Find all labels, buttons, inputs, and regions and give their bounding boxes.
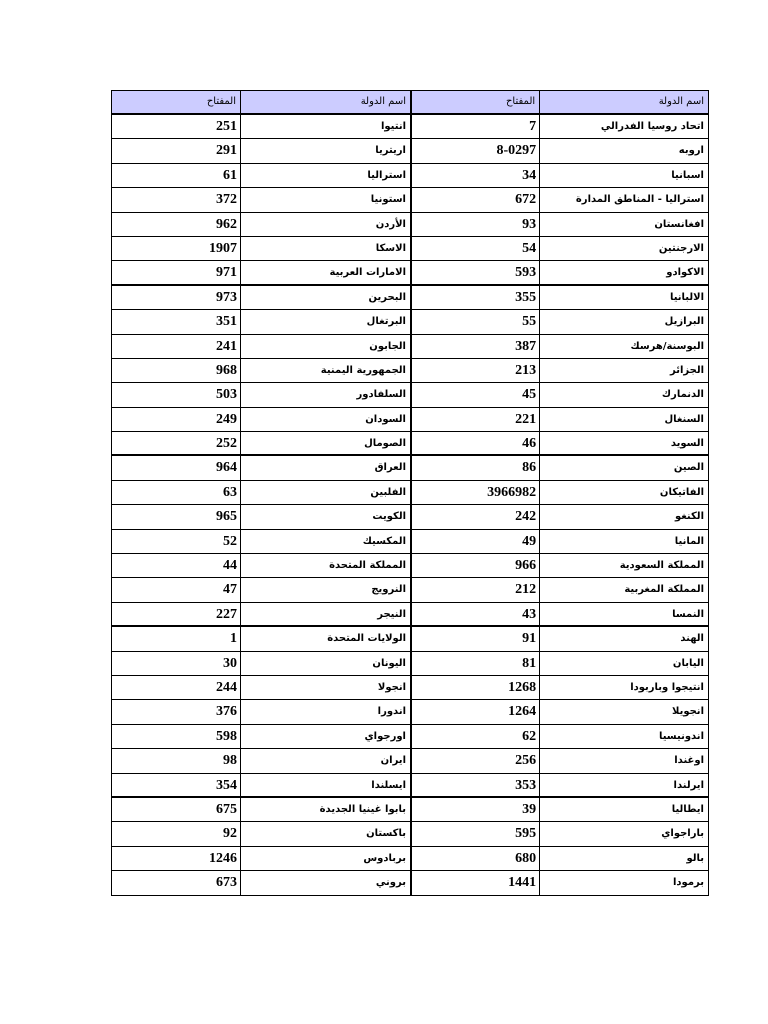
dialing-key-cell: 966 bbox=[515, 558, 537, 574]
dialing-key-cell: 63 bbox=[223, 484, 237, 500]
table-row bbox=[112, 749, 410, 773]
table-row bbox=[112, 847, 410, 871]
dialing-key-cell: 1907 bbox=[209, 240, 237, 256]
country-name-cell: الولايات المتحدة bbox=[240, 627, 410, 650]
country-name-cell: الامارات العربية bbox=[240, 261, 410, 283]
table-row bbox=[412, 798, 708, 822]
country-name-cell: السودان bbox=[240, 408, 410, 431]
table-row bbox=[412, 578, 708, 602]
country-name-cell: النيجر bbox=[240, 603, 410, 625]
dialing-key-cell: 376 bbox=[216, 704, 237, 720]
dialing-key-cell: 387 bbox=[515, 338, 537, 354]
dialing-key-cell: 595 bbox=[515, 826, 537, 842]
dialing-key-cell: 971 bbox=[216, 265, 237, 281]
table-row bbox=[412, 432, 708, 456]
country-name-cell: استراليا - المناطق المدارة bbox=[539, 188, 708, 211]
table-row bbox=[412, 700, 708, 724]
table-row bbox=[112, 335, 410, 359]
table-row bbox=[412, 237, 708, 261]
dialing-key-cell: 256 bbox=[515, 753, 537, 769]
table-row bbox=[112, 261, 410, 285]
dialing-key-cell: 354 bbox=[216, 777, 237, 793]
dialing-key-cell: 47 bbox=[223, 582, 237, 598]
table-header-left bbox=[112, 91, 410, 115]
country-name-cell: اسبانيا bbox=[539, 164, 708, 187]
dialing-key-cell: 593 bbox=[515, 265, 537, 281]
country-name-cell: الدنمارك bbox=[539, 383, 708, 406]
country-name-cell: باكستان bbox=[240, 822, 410, 845]
country-name-cell: بابوا غينيا الجديدة bbox=[240, 798, 410, 821]
dialing-key-cell: 49 bbox=[522, 533, 537, 549]
table-row bbox=[112, 237, 410, 261]
dialing-key-cell: 54 bbox=[522, 240, 537, 256]
country-name-cell: الأردن bbox=[240, 213, 410, 236]
table-row bbox=[112, 700, 410, 724]
dialing-key-cell: 973 bbox=[216, 289, 237, 305]
dialing-key-cell: 372 bbox=[216, 192, 237, 208]
table-row bbox=[412, 481, 708, 505]
dialing-key-cell: 1441 bbox=[508, 875, 537, 891]
country-name-cell: النمسا bbox=[539, 603, 708, 625]
table-row bbox=[112, 798, 410, 822]
table-row bbox=[412, 139, 708, 163]
country-name-cell: الفلبين bbox=[240, 481, 410, 504]
dialing-key-cell: 62 bbox=[522, 728, 537, 744]
table-row bbox=[112, 432, 410, 456]
country-name-cell: البرازيل bbox=[539, 310, 708, 333]
table-row bbox=[112, 652, 410, 676]
table-row bbox=[112, 115, 410, 139]
country-name-cell: اوغندا bbox=[539, 749, 708, 772]
country-name-cell: اورجواي bbox=[240, 725, 410, 748]
table-row bbox=[412, 213, 708, 237]
dialing-key-cell: 673 bbox=[216, 875, 237, 891]
table-row bbox=[412, 359, 708, 383]
dialing-key-cell: 1268 bbox=[508, 679, 537, 695]
table-row bbox=[112, 456, 410, 480]
dialing-key-cell: 212 bbox=[515, 582, 537, 598]
country-name-cell: البرتغال bbox=[240, 310, 410, 333]
table-row bbox=[112, 359, 410, 383]
dialing-key-cell: 55 bbox=[522, 314, 537, 330]
dialing-key-cell: 249 bbox=[216, 411, 237, 427]
dialing-key-cell: 351 bbox=[216, 314, 237, 330]
table-row bbox=[412, 115, 708, 139]
country-name-cell: استونيا bbox=[240, 188, 410, 211]
country-name-cell: ايسلندا bbox=[240, 774, 410, 796]
dialing-key-cell: 91 bbox=[522, 631, 537, 647]
dialing-key-cell: 241 bbox=[216, 338, 237, 354]
table-row bbox=[412, 383, 708, 407]
country-name-cell: السلفادور bbox=[240, 383, 410, 406]
dialing-key-cell: 598 bbox=[216, 728, 237, 744]
table-row bbox=[412, 847, 708, 871]
table-row bbox=[412, 822, 708, 846]
dialing-key-cell: 964 bbox=[216, 460, 237, 476]
dialing-key-cell: 353 bbox=[515, 777, 537, 793]
country-name-cell: السنغال bbox=[539, 408, 708, 431]
table-row bbox=[112, 725, 410, 749]
country-name-cell: الاكوادو bbox=[539, 261, 708, 283]
country-name-cell: انتيجوا وباربودا bbox=[539, 676, 708, 699]
table-row bbox=[112, 286, 410, 310]
dialing-key-cell: 242 bbox=[515, 509, 537, 525]
dialing-key-cell: 221 bbox=[515, 411, 537, 427]
header-key: المفتاح bbox=[505, 96, 536, 107]
dialing-key-cell: 92 bbox=[223, 826, 237, 842]
country-name-cell: البوسنة/هرسك bbox=[539, 335, 708, 358]
table-row bbox=[412, 627, 708, 651]
table-row bbox=[112, 310, 410, 334]
dialing-key-cell: 93 bbox=[522, 216, 537, 232]
dialing-key-cell: 98 bbox=[223, 753, 237, 769]
country-name-cell: اليونان bbox=[240, 652, 410, 675]
header-country-name: اسم الدولة bbox=[539, 91, 708, 113]
country-name-cell: السويد bbox=[539, 432, 708, 454]
table-row bbox=[412, 335, 708, 359]
country-name-cell: بربادوس bbox=[240, 847, 410, 870]
country-name-cell: ايرلندا bbox=[539, 774, 708, 796]
country-name-cell: المملكة السعودية bbox=[539, 554, 708, 577]
country-name-cell: المانيا bbox=[539, 530, 708, 553]
dialing-key-cell: 968 bbox=[216, 362, 237, 378]
table-row bbox=[112, 554, 410, 578]
country-code-table bbox=[111, 90, 709, 896]
dialing-key-cell: 962 bbox=[216, 216, 237, 232]
dialing-key-cell: 965 bbox=[216, 509, 237, 525]
table-row bbox=[412, 310, 708, 334]
country-name-cell: انجولا bbox=[240, 676, 410, 699]
dialing-key-cell: 1264 bbox=[508, 704, 537, 720]
table-block-right bbox=[410, 91, 708, 895]
dialing-key-cell: 43 bbox=[522, 606, 537, 622]
country-name-cell: الجمهورية اليمنية bbox=[240, 359, 410, 382]
dialing-key-cell: 86 bbox=[522, 460, 537, 476]
country-name-cell: افغانستان bbox=[539, 213, 708, 236]
country-name-cell: بروني bbox=[240, 871, 410, 895]
table-row bbox=[412, 261, 708, 285]
dialing-key-cell: 81 bbox=[522, 655, 537, 671]
country-name-cell: الفاتيكان bbox=[539, 481, 708, 504]
country-name-cell: اروبه bbox=[539, 139, 708, 162]
dialing-key-cell: 30 bbox=[223, 655, 237, 671]
country-name-cell: المملكة المتحدة bbox=[240, 554, 410, 577]
table-row bbox=[412, 871, 708, 895]
dialing-key-cell: 46 bbox=[522, 436, 537, 452]
dialing-key-cell: 34 bbox=[522, 167, 537, 183]
table-row bbox=[412, 456, 708, 480]
country-name-cell: انجويلا bbox=[539, 700, 708, 723]
country-name-cell: اندورا bbox=[240, 700, 410, 723]
table-row bbox=[112, 530, 410, 554]
dialing-key-cell: 244 bbox=[216, 679, 237, 695]
dialing-key-cell: 61 bbox=[223, 167, 237, 183]
table-row bbox=[412, 408, 708, 432]
country-name-cell: بالو bbox=[539, 847, 708, 870]
country-name-cell: الارجنتين bbox=[539, 237, 708, 260]
dialing-key-cell: 672 bbox=[515, 192, 537, 208]
dialing-key-cell: 291 bbox=[216, 143, 237, 159]
country-name-cell: المكسيك bbox=[240, 530, 410, 553]
dialing-key-cell: 252 bbox=[216, 436, 237, 452]
table-row bbox=[112, 627, 410, 651]
dialing-key-cell: 355 bbox=[515, 289, 537, 305]
table-row bbox=[412, 749, 708, 773]
table-row bbox=[112, 164, 410, 188]
table-row bbox=[412, 554, 708, 578]
country-name-cell: الهند bbox=[539, 627, 708, 650]
country-name-cell: اريتريا bbox=[240, 139, 410, 162]
country-name-cell: الصين bbox=[539, 456, 708, 479]
country-name-cell: الالبانيا bbox=[539, 286, 708, 309]
country-name-cell: النرويج bbox=[240, 578, 410, 601]
table-header-right bbox=[412, 91, 708, 115]
table-row bbox=[112, 822, 410, 846]
header-country-name: اسم الدولة bbox=[240, 91, 410, 113]
country-name-cell: العراق bbox=[240, 456, 410, 479]
table-row bbox=[412, 286, 708, 310]
table-row bbox=[112, 408, 410, 432]
country-name-cell: ايطاليا bbox=[539, 798, 708, 821]
table-row bbox=[112, 774, 410, 798]
table-row bbox=[112, 676, 410, 700]
table-row bbox=[112, 578, 410, 602]
dialing-key-cell: 3966982 bbox=[487, 484, 537, 500]
table-row bbox=[412, 505, 708, 529]
dialing-key-cell: 52 bbox=[223, 533, 237, 549]
table-row bbox=[112, 603, 410, 627]
table-block-left bbox=[112, 91, 410, 895]
dialing-key-cell: 1246 bbox=[209, 850, 237, 866]
country-name-cell: البحرين bbox=[240, 286, 410, 309]
country-name-cell: انتيوا bbox=[240, 115, 410, 138]
table-row bbox=[112, 139, 410, 163]
dialing-key-cell: 45 bbox=[522, 387, 537, 403]
dialing-key-cell: 7 bbox=[529, 119, 537, 134]
dialing-key-cell: 227 bbox=[216, 606, 237, 622]
country-name-cell: الجابون bbox=[240, 335, 410, 358]
table-row bbox=[412, 164, 708, 188]
table-row bbox=[112, 213, 410, 237]
country-name-cell: اندونيسيا bbox=[539, 725, 708, 748]
dialing-key-cell: 213 bbox=[515, 362, 537, 378]
country-name-cell: المملكة المغربية bbox=[539, 578, 708, 601]
dialing-key-cell: 675 bbox=[216, 801, 237, 817]
table-row bbox=[412, 603, 708, 627]
table-row bbox=[112, 871, 410, 895]
country-name-cell: باراجواي bbox=[539, 822, 708, 845]
country-name-cell: برمودا bbox=[539, 871, 708, 895]
table-row bbox=[412, 774, 708, 798]
country-name-cell: استراليا bbox=[240, 164, 410, 187]
country-name-cell: الجزائر bbox=[539, 359, 708, 382]
table-row bbox=[412, 725, 708, 749]
table-row bbox=[112, 481, 410, 505]
header-key: المفتاح bbox=[206, 96, 236, 107]
table-row bbox=[112, 188, 410, 212]
table-row bbox=[412, 652, 708, 676]
dialing-key-cell: 251 bbox=[216, 119, 237, 134]
table-row bbox=[112, 383, 410, 407]
dialing-key-cell: 1 bbox=[230, 631, 237, 647]
country-name-cell: الاسكا bbox=[240, 237, 410, 260]
dialing-key-cell: 8-0297 bbox=[496, 143, 537, 159]
country-name-cell: الصومال bbox=[240, 432, 410, 454]
country-name-cell: الكويت bbox=[240, 505, 410, 528]
table-row bbox=[412, 530, 708, 554]
dialing-key-cell: 680 bbox=[515, 850, 537, 866]
table-row bbox=[112, 505, 410, 529]
country-name-cell: الكنغو bbox=[539, 505, 708, 528]
dialing-key-cell: 503 bbox=[216, 387, 237, 403]
table-row bbox=[412, 676, 708, 700]
country-name-cell: اتحاد روسيا الفدرالي bbox=[539, 115, 708, 138]
country-name-cell: ايران bbox=[240, 749, 410, 772]
dialing-key-cell: 39 bbox=[522, 801, 537, 817]
dialing-key-cell: 44 bbox=[223, 558, 237, 574]
country-name-cell: اليابان bbox=[539, 652, 708, 675]
table-row bbox=[412, 188, 708, 212]
